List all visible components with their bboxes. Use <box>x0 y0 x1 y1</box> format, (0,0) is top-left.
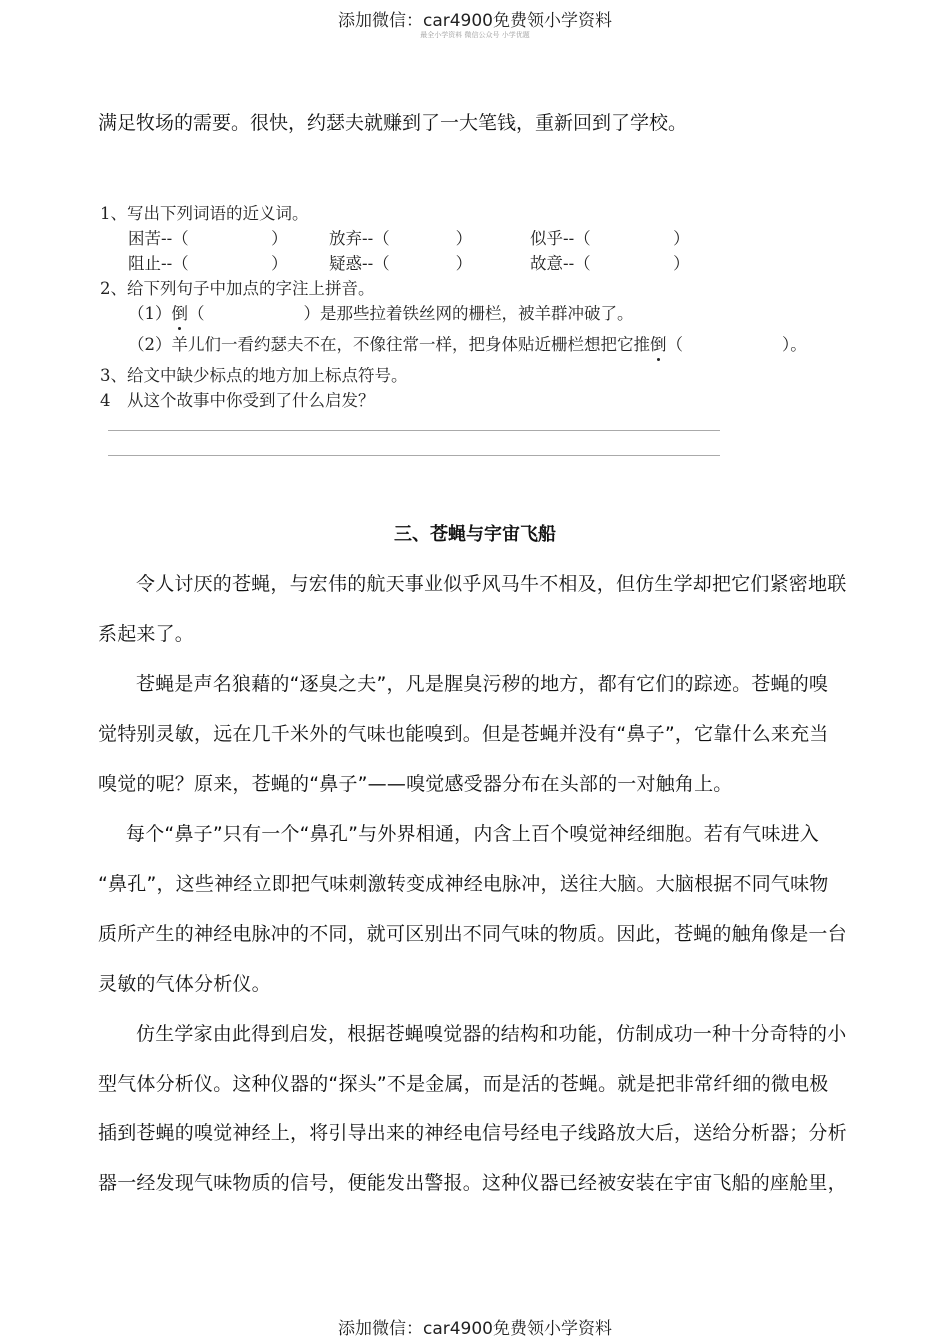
passage-line: 嗅觉的呢？原来，苍蝇的“鼻子”——嗅觉感受器分布在头部的一对触角上。 <box>98 773 733 795</box>
passage-line: 灵敏的气体分析仪。 <box>98 973 271 995</box>
synonym-blank: 放弃--（ ） <box>329 229 473 248</box>
synonym-blank: 似乎--（ ） <box>530 229 690 248</box>
passage-line: 苍蝇是声名狼藉的“逐臭之夫”，凡是腥臭污秽的地方，都有它们的踪迹。苍蝇的嗅 <box>136 673 829 695</box>
sentence-prefix: （2）羊儿们一看约瑟夫不在，不像往常一样，把身体贴近栅栏想把它推 <box>128 335 650 354</box>
header-subtext: 最全小学资料 微信公众号 小学优题 <box>420 31 530 39</box>
question-2-text: 2、给下列句子中加点的字注上拼音。 <box>100 279 375 298</box>
question-1-row-2 <box>128 250 690 274</box>
question-2-sentence-2 <box>128 331 807 355</box>
passage-line: 系起来了。 <box>98 623 195 645</box>
passage-line: 型气体分析仪。这种仪器的“探头”不是金属，而是活的苍蝇。就是把非常纤细的微电极 <box>98 1073 829 1095</box>
question-1-row-1 <box>128 225 690 249</box>
passage-line: “鼻孔”，这些神经立即把气味刺激转变成神经电脉冲，送往大脑。大脑根据不同气味物 <box>98 873 829 895</box>
passage-line: 插到苍蝇的嗅觉神经上，将引导出来的神经电信号经电子线路放大后，送给分析器；分析 <box>98 1122 847 1144</box>
question-3-text: 3、给文中缺少标点的地方加上标点符号。 <box>100 366 408 385</box>
passage-line: 令人讨厌的苍蝇，与宏伟的航天事业似乎风马牛不相及，但仿生学却把它们紧密地联 <box>136 573 847 595</box>
answer-line <box>108 455 720 456</box>
dotted-character: 倒 <box>650 335 667 354</box>
question-1-text: 1、写出下列词语的近义词。 <box>100 204 309 223</box>
passage-line: 每个“鼻子”只有一个“鼻孔”与外界相通，内含上百个嗅觉神经细胞。若有气味进入 <box>126 823 819 845</box>
sentence-prefix: （1） <box>128 304 172 323</box>
footer-watermark: 添加微信：car4900免费领小学资料 <box>337 1319 613 1339</box>
passage-line: 觉特别灵敏，远在几千米外的气味也能嗅到。但是苍蝇并没有“鼻子”，它靠什么来充当 <box>98 723 829 745</box>
synonym-blank: 疑惑--（ ） <box>329 254 473 273</box>
passage-line: 仿生学家由此得到启发，根据苍蝇嗅觉器的结构和功能，仿制成功一种十分奇特的小 <box>136 1023 847 1045</box>
synonym-blank: 困苦--（ ） <box>128 229 288 248</box>
section-title: 三、苍蝇与宇宙飞船 <box>394 524 556 545</box>
answer-line <box>108 430 720 431</box>
sentence-rest: （ ）是那些拉着铁丝网的栅栏，被羊群冲破了。 <box>188 304 634 323</box>
passage-line: 质所产生的神经电脉冲的不同，就可区别出不同气味的物质。因此，苍蝇的触角像是一台 <box>98 923 847 945</box>
question-4-text: 4 从这个故事中你受到了什么启发？ <box>100 391 375 410</box>
dotted-character: 倒 <box>171 304 188 323</box>
synonym-blank: 阻止--（ ） <box>128 254 288 273</box>
header-watermark: 添加微信：car4900免费领小学资料 <box>337 11 613 31</box>
passage-line: 器一经发现气味物质的信号，便能发出警报。这种仪器已经被安装在宇宙飞船的座舱里， <box>98 1172 847 1194</box>
sentence-rest: （ ）。 <box>666 335 807 354</box>
synonym-blank: 故意--（ ） <box>530 254 690 273</box>
question-2-sentence-1 <box>128 300 634 324</box>
prev-passage-last-line: 满足牧场的需要。很快，约瑟夫就赚到了一大笔钱，重新回到了学校。 <box>98 112 688 134</box>
